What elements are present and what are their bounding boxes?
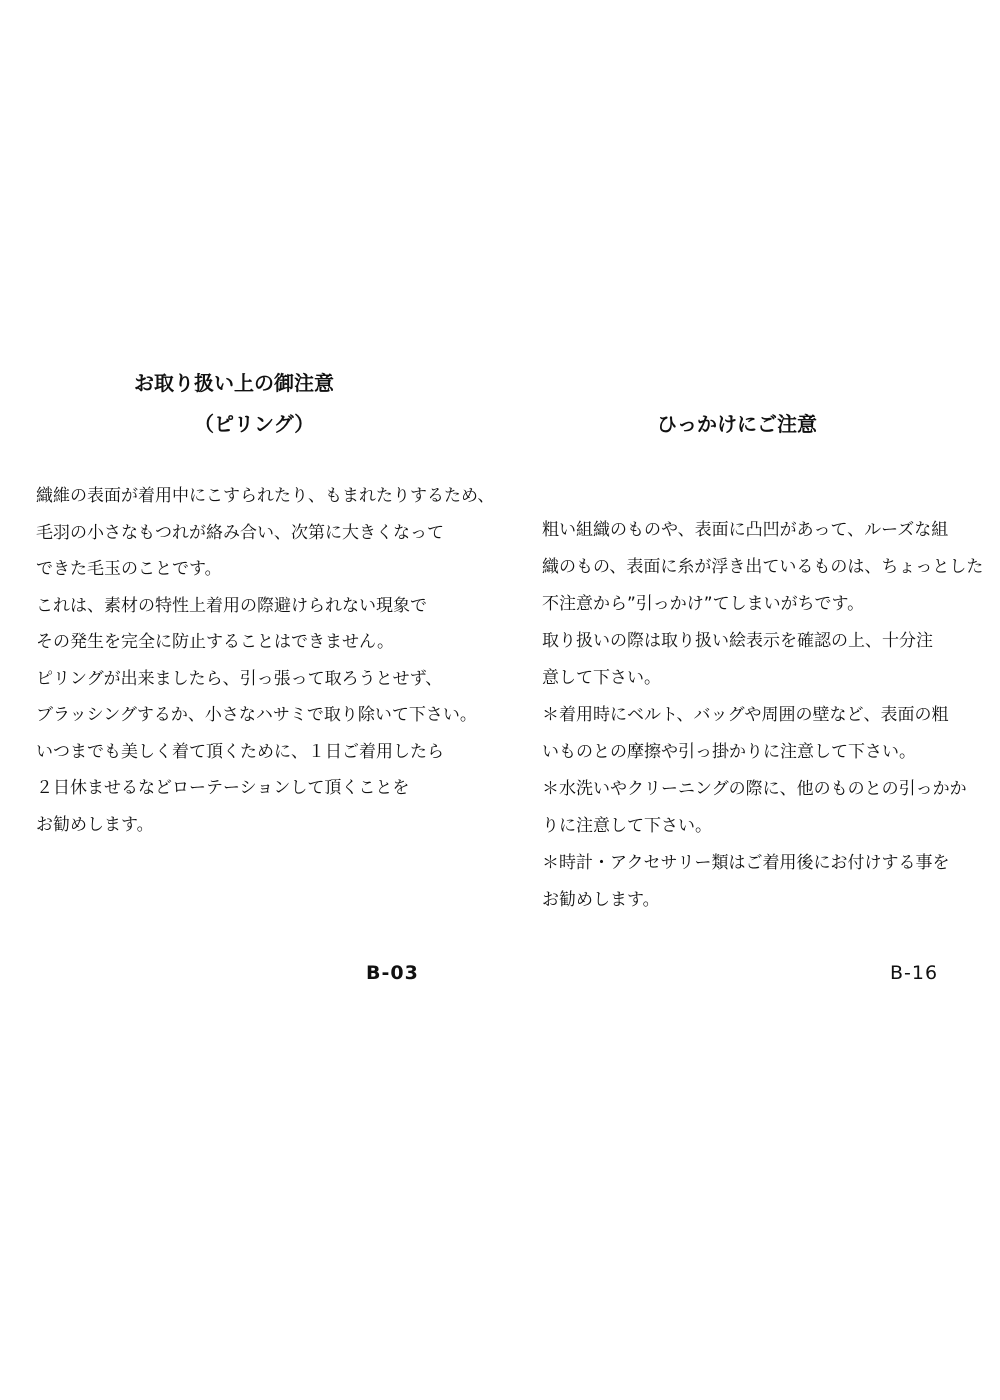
body-line: できた毛玉のことです。 bbox=[36, 559, 222, 579]
body-line: その発生を完全に防止することはできません。 bbox=[36, 632, 395, 652]
body-line: お勧めします。 bbox=[542, 890, 660, 910]
body-line: ＊着用時にベルト、バッグや周囲の壁など、表面の粗 bbox=[542, 705, 949, 725]
snagging-body bbox=[542, 512, 983, 919]
body-line: お勧めします。 bbox=[36, 814, 154, 835]
body-line: 粗い組織のものや、表面に凸凹があって、ルーズな組 bbox=[542, 520, 949, 540]
pilling-body bbox=[36, 478, 494, 843]
body-line: ＊時計・アクセサリー類はご着用後にお付けする事を bbox=[542, 853, 950, 873]
body-line: ブラッシングするか、小さなハサミで取り除いて下さい。 bbox=[36, 705, 477, 725]
body-line: いものとの摩擦や引っ掛かりに注意して下さい。 bbox=[542, 742, 916, 762]
body-line: 毛羽の小さなもつれが絡み合い、次第に大きくなって bbox=[36, 522, 444, 543]
body-line: 不注意から”引っかけ”てしまいがちです。 bbox=[542, 594, 865, 614]
body-line: ピリングが出来ましたら、引っ張って取ろうとせず、 bbox=[36, 668, 443, 689]
snagging-title: ひっかけにご注意 bbox=[657, 412, 817, 436]
body-line: 織のもの、表面に糸が浮き出ているものは、ちょっとした bbox=[542, 557, 984, 577]
body-line: りに注意して下さい。 bbox=[542, 816, 712, 836]
body-line: 意して下さい。 bbox=[542, 668, 661, 688]
pilling-title: お取り扱い上の御注意 bbox=[134, 371, 334, 395]
body-line: ＊水洗いやクリーニングの際に、他のものとの引っかか bbox=[542, 779, 967, 799]
card-code-left: B-03 bbox=[366, 962, 419, 984]
card-code-right: B-16 bbox=[890, 962, 939, 984]
pilling-subtitle: （ピリング） bbox=[194, 412, 315, 436]
body-line: これは、素材の特性上着用の際避けられない現象で bbox=[36, 595, 427, 616]
body-line: 織維の表面が着用中にこすられたり、もまれたりするため、 bbox=[36, 486, 495, 506]
body-line: ２日休ませるなどローテーションして頂くことを bbox=[36, 778, 410, 798]
body-line: 取り扱いの際は取り扱い絵表示を確認の上、十分注 bbox=[542, 631, 933, 651]
body-line: いつまでも美しく着て頂くために、１日ご着用したら bbox=[36, 741, 444, 762]
